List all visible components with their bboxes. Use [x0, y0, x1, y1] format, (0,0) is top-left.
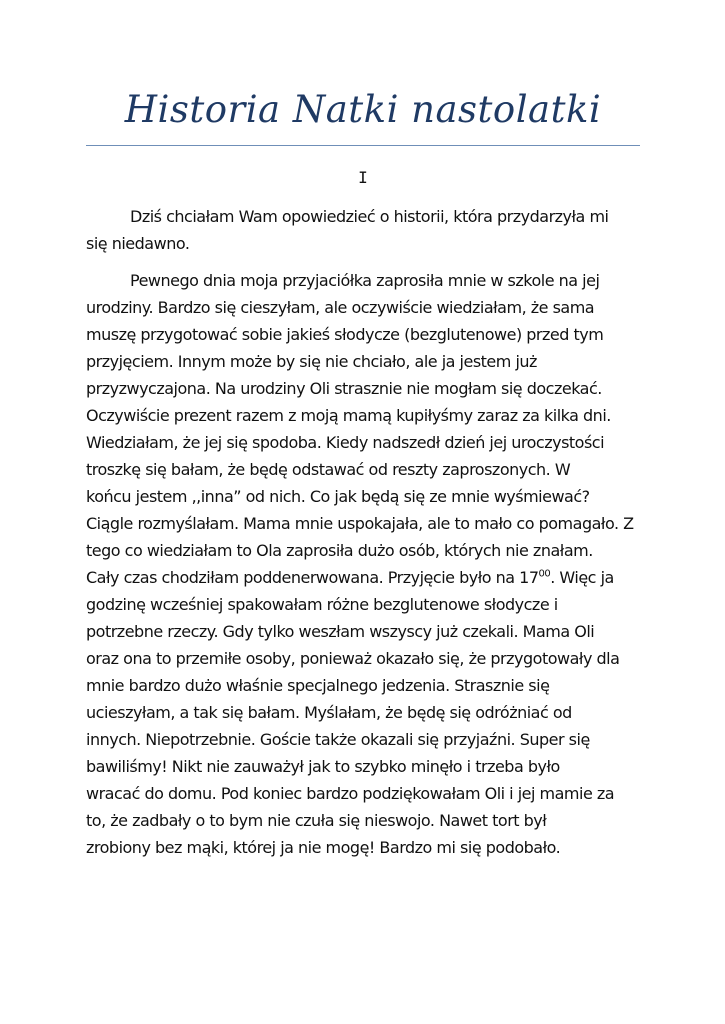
- text-line: oraz ona to przemiłe osoby, ponieważ okazało się, że przygotowały dla: [86, 649, 620, 668]
- document-title: Historia Natki nastolatki: [124, 88, 602, 131]
- text-line: muszę przygotować sobie jakieś słodycze (bezglutenowe) przed tym: [86, 325, 604, 344]
- title-divider: [86, 145, 640, 146]
- text-line: godzinę wcześniej spakowałam różne bezglutenowe słodycze i: [86, 595, 558, 614]
- chapter-number: I: [358, 168, 368, 187]
- text-line: zrobiony bez mąki, której ja nie mogę! Bardzo mi się podobało.: [86, 838, 561, 857]
- time-text-before: Cały czas chodziłam poddenerwowana. Przyjęcie było na 17: [86, 568, 539, 587]
- time-text-after: . Więc ja: [550, 568, 614, 587]
- text-line: się niedawno.: [86, 234, 190, 253]
- paragraph-2: [86, 267, 640, 861]
- text-line: Oczywiście prezent razem z moją mamą kupiłyśmy zaraz za kilka dni.: [86, 406, 611, 425]
- document-body: [86, 203, 640, 871]
- text-line: Pewnego dnia moja przyjaciółka zaprosiła mnie w szkole na jej: [130, 271, 600, 290]
- text-line: przyzwyczajona. Na urodziny Oli strasznie nie mogłam się doczekać.: [86, 379, 602, 398]
- text-line: mnie bardzo dużo właśnie specjalnego jedzenia. Strasznie się: [86, 676, 550, 695]
- text-line: ucieszyłam, a tak się bałam. Myślałam, że będę się odróżniać od: [86, 703, 572, 722]
- text-line: przyjęciem. Innym może by się nie chciało, ale ja jestem już: [86, 352, 537, 371]
- text-line: tego co wiedziałam to Ola zaprosiła dużo osób, których nie znałam.: [86, 541, 593, 560]
- time-superscript: 00: [538, 568, 551, 580]
- text-line: wracać do domu. Pod koniec bardzo podziękowałam Oli i jej mamie za: [86, 784, 615, 803]
- text-line: Ciągle rozmyślałam. Mama mnie uspokajała, ale to mało co pomagało. Z: [86, 514, 634, 533]
- text-line: Wiedziałam, że jej się spodoba. Kiedy nadszedł dzień jej uroczystości: [86, 433, 605, 452]
- paragraph-1: [86, 203, 640, 257]
- text-line-time: [86, 564, 640, 591]
- text-line: to, że zadbały o to bym nie czuła się nieswojo. Nawet tort był: [86, 811, 547, 830]
- text-line: bawiliśmy! Nikt nie zauważył jak to szybko minęło i trzeba było: [86, 757, 560, 776]
- text-line: troszkę się bałam, że będę odstawać od reszty zaproszonych. W: [86, 460, 571, 479]
- text-line: innych. Niepotrzebnie. Goście także okazali się przyjaźni. Super się: [86, 730, 590, 749]
- text-line: potrzebne rzeczy. Gdy tylko weszłam wszyscy już czekali. Mama Oli: [86, 622, 595, 641]
- text-line: Dziś chciałam Wam opowiedzieć o historii, która przydarzyła mi: [130, 207, 609, 226]
- text-line: końcu jestem ,,inna” od nich. Co jak będą się ze mnie wyśmiewać?: [86, 487, 590, 506]
- text-line: urodziny. Bardzo się cieszyłam, ale oczywiście wiedziałam, że sama: [86, 298, 595, 317]
